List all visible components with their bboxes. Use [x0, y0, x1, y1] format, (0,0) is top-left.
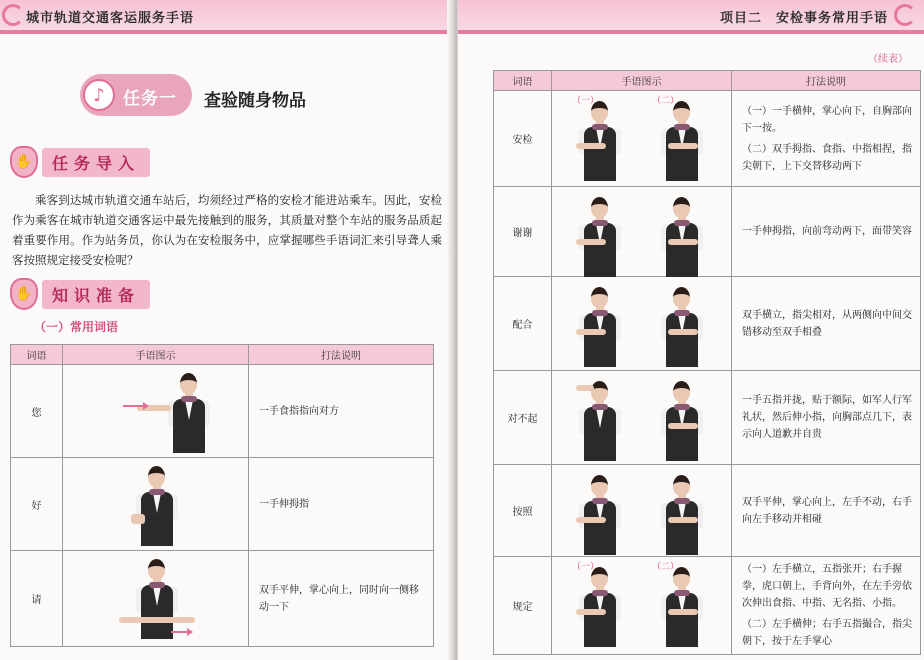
left-page: [0, 0, 455, 660]
task-title: 查验随身物品: [204, 91, 306, 111]
intro-paragraph: 乘客到达城市轨道交通车站后，均须经过严格的安检才能进站乘车。因此，安检作为乘客在城市轨道交通客运中最先接触到的服务，其质量对整个车站的服务品质起着重要作用。作为站务员，你认为在安检服务中，应掌握哪些手语词汇来引导聋人乘客按照规定接受安检呢？: [12, 193, 442, 267]
table-row: [494, 277, 921, 371]
description-line: （二）左手横伸；右手五指撮合，指尖朝下，按于左手掌心: [742, 619, 912, 647]
sign-photo: [63, 458, 249, 551]
arrow-icon: [171, 631, 189, 633]
sign-photo: [552, 187, 732, 277]
swirl-ornament-icon: [894, 4, 916, 26]
description-cell: [732, 557, 921, 655]
word-cell: 好: [11, 458, 63, 551]
table-row: [11, 551, 434, 647]
word-cell: 规定: [494, 557, 552, 655]
description-line: 一手伸拇指，向前弯动两下，面带笑容: [742, 226, 912, 237]
word-cell: 对不起: [494, 371, 552, 465]
description-cell: [732, 91, 921, 187]
table-row: [494, 465, 921, 557]
sign-photo: [552, 465, 732, 557]
description-cell: [732, 277, 921, 371]
sign-photo: [552, 371, 732, 465]
table-row: [11, 458, 434, 551]
table-row: [11, 365, 434, 458]
sub-figure-label: （一）: [572, 562, 600, 572]
description-cell: [732, 187, 921, 277]
running-title-left: 城市轨道交通客运服务手语: [26, 11, 195, 26]
ok-hand-icon: ✋: [10, 146, 38, 178]
sign-photo: [552, 91, 732, 187]
sub-figure-label: （二）: [652, 562, 680, 572]
section-knowledge-heading: [10, 278, 150, 310]
description-line: （一）左手横立，五指张开；右手握拳，虎口朝上，手背向外，在左手旁依次伸出食指、中指、无名指、小指。: [742, 564, 912, 609]
bell-icon: ♪: [83, 79, 115, 111]
col-header-word: 词语: [494, 71, 552, 91]
sign-photo: [552, 277, 732, 371]
vocab-table-right: [493, 70, 921, 655]
description-line: （二）双手拇指、食指、中指相捏，指尖朝下，上下交替移动两下: [742, 143, 912, 172]
subsection-title: （一）常用词语: [34, 320, 119, 334]
description-line: （一）一手横伸，掌心向下，自胸部向下一按。: [742, 105, 912, 134]
description-cell: [732, 371, 921, 465]
sign-photo: [552, 557, 732, 655]
vocab-table-left: [10, 344, 434, 647]
table-header-row: [494, 71, 921, 91]
col-header-word: 词语: [11, 345, 63, 365]
table-header-row: [11, 345, 434, 365]
col-header-description: 打法说明: [732, 71, 921, 91]
description-cell: 一手伸拇指: [249, 458, 434, 551]
word-cell: 配合: [494, 277, 552, 371]
table-row: [494, 371, 921, 465]
col-header-illustration: 手语图示: [63, 345, 249, 365]
word-cell: 按照: [494, 465, 552, 557]
running-title-right: 项目二 安检事务常用手语: [719, 11, 888, 26]
col-header-description: 打法说明: [249, 345, 434, 365]
right-page: [458, 0, 924, 660]
word-cell: 谢谢: [494, 187, 552, 277]
description-line: 一手五指并拢，贴于额际，如军人行军礼状，然后伸小指，向胸部点几下，表示向人道歉并自贵: [742, 395, 912, 440]
description-cell: [732, 465, 921, 557]
table-row: [494, 91, 921, 187]
sign-photo: [63, 365, 249, 458]
sign-photo: [63, 551, 249, 647]
word-cell: 您: [11, 365, 63, 458]
table-row: [494, 557, 921, 655]
description-line: 双手平伸，掌心向上，左手不动，右手向左手移动并相碰: [742, 496, 912, 525]
task-label: 任务一: [123, 89, 177, 109]
description-cell: 一手食指指向对方: [249, 365, 434, 458]
table-row: [494, 187, 921, 277]
swirl-ornament-icon: [2, 4, 24, 26]
section-knowledge-label: 知识准备: [42, 280, 150, 309]
continued-label: （续表）: [868, 54, 908, 65]
ok-hand-icon: ✋: [10, 278, 38, 310]
section-intro-heading: [10, 146, 150, 178]
description-line: 双手横立，指尖相对，从两侧向中间交错移动至双手相叠: [742, 309, 912, 338]
description-cell: 双手平伸，掌心向上，同时向一侧移动一下: [249, 551, 434, 647]
arrow-icon: [123, 405, 145, 407]
col-header-illustration: 手语图示: [552, 71, 732, 91]
word-cell: 安检: [494, 91, 552, 187]
section-intro-label: 任务导入: [42, 148, 150, 177]
word-cell: 请: [11, 551, 63, 647]
sub-figure-label: （一）: [572, 96, 600, 106]
sub-figure-label: （二）: [652, 96, 680, 106]
